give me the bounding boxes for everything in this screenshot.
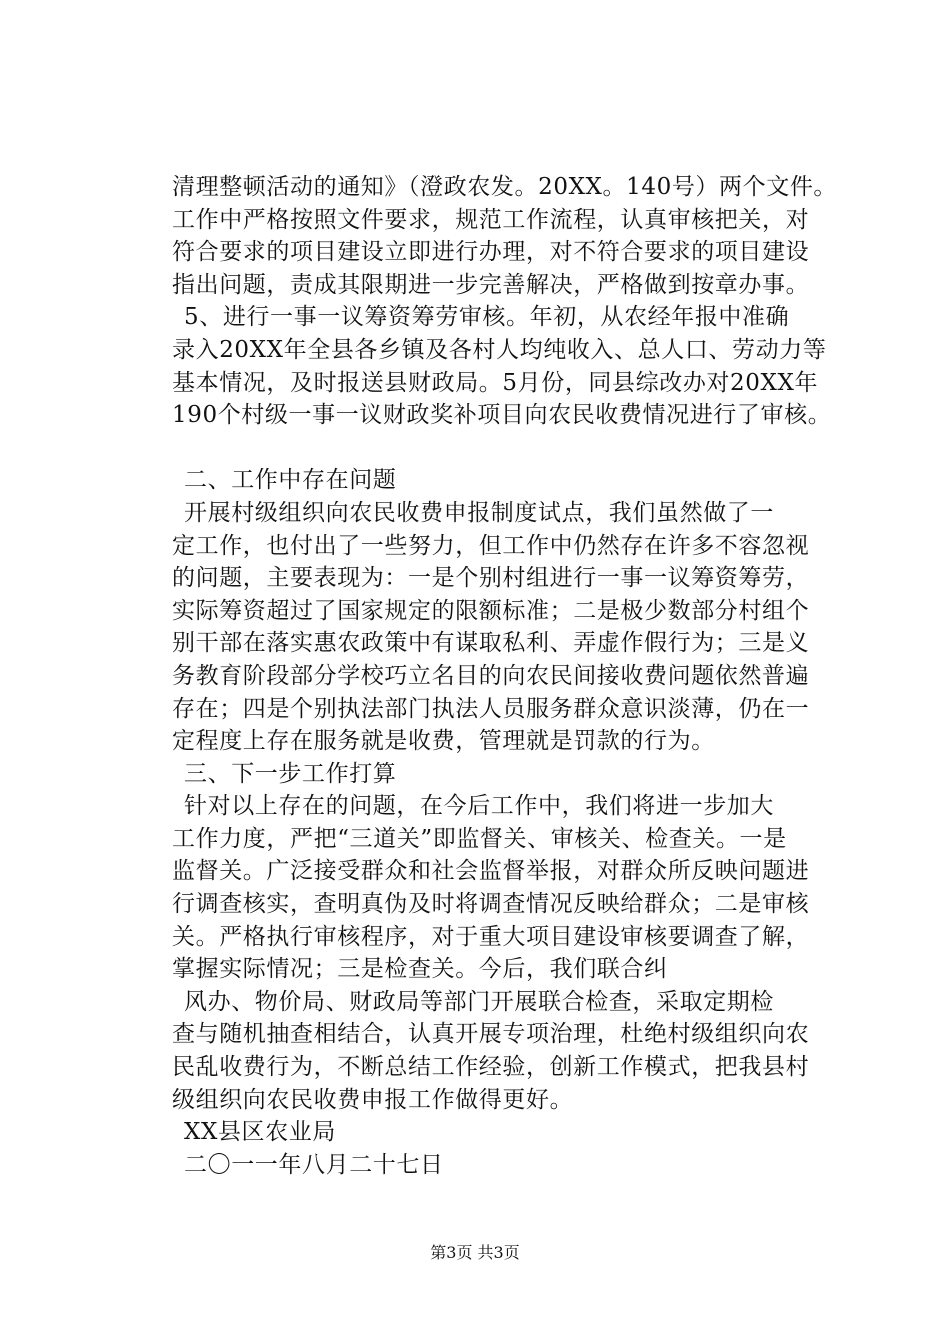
text-line: 5、进行一事一议筹资筹劳审核。年初，从农经年报中准确 (184, 304, 790, 331)
text-line: 工作中严格按照文件要求，规范工作流程，认真审核把关，对 (172, 206, 810, 233)
text-line: 级组织向农民收费申报工作做得更好。 (172, 1086, 574, 1113)
text-line: 定程度上存在服务就是收费，管理就是罚款的行为。 (172, 728, 715, 755)
text-line: 掌握实际情况；三是检查关。今后，我们联合纠 (172, 956, 668, 983)
signature-date: 二〇一一年八月二十七日 (184, 1151, 444, 1178)
text-line: 别干部在落实惠农政策中有谋取私利、弄虚作假行为；三是义 (172, 630, 810, 657)
text-line: 定工作，也付出了一些努力，但工作中仍然存在许多不容忽视 (172, 532, 810, 559)
text-line: 实际筹资超过了国家规定的限额标准；二是极少数部分村组个 (172, 597, 810, 624)
signature-org: XX县区农业局 (184, 1119, 336, 1146)
document-body (172, 171, 858, 1181)
text-line: 关。严格执行审核程序，对于重大项目建设审核要调查了解， (172, 923, 810, 950)
text-line: 风办、物价局、财政局等部门开展联合检查，采取定期检 (184, 988, 774, 1015)
text-line: 基本情况，及时报送县财政局。5月份，同县综改办对20XX年 (172, 369, 819, 396)
section-heading: 二、工作中存在问题 (184, 467, 397, 494)
text-line: 针对以上存在的问题，在今后工作中，我们将进一步加大 (184, 793, 774, 820)
text-line: 指出问题，责成其限期进一步完善解决，严格做到按章办事。 (172, 271, 810, 298)
text-line: 监督关。广泛接受群众和社会监督举报，对群众所反映问题进 (172, 858, 810, 885)
text-line: 录入20XX年全县各乡镇及各村人均纯收入、总人口、劳动力等 (172, 336, 827, 363)
text-line: 民乱收费行为，不断总结工作经验，创新工作模式，把我县村 (172, 1054, 810, 1081)
text-line: 工作力度，严把“三道关”即监督关、审核关、检查关。一是 (172, 825, 787, 852)
text-line: 的问题，主要表现为：一是个别村组进行一事一议筹资筹劳， (172, 565, 810, 592)
text-line: 190个村级一事一议财政奖补项目向农民收费情况进行了审核。 (172, 402, 832, 429)
text-line: 行调查核实，查明真伪及时将调查情况反映给群众；二是审核 (172, 891, 810, 918)
text-line: 开展村级组织向农民收费申报制度试点，我们虽然做了一 (184, 499, 774, 526)
blank-line (172, 432, 858, 465)
text-line: 清理整顿活动的通知》（澄政农发。20XX。140号）两个文件。 (172, 174, 838, 200)
page-number: 第3页 共3页 (430, 1243, 520, 1262)
text-line: 符合要求的项目建设立即进行办理，对不符合要求的项目建设 (172, 239, 810, 266)
text-line: 查与随机抽查相结合，认真开展专项治理，杜绝村级组织向农 (172, 1021, 810, 1048)
text-line: 存在；四是个别执法部门执法人员服务群众意识淡薄，仍在一 (172, 695, 810, 722)
text-line: 务教育阶段部分学校巧立名目的向农民间接收费问题依然普遍 (172, 662, 810, 689)
section-heading: 三、下一步工作打算 (184, 760, 397, 787)
